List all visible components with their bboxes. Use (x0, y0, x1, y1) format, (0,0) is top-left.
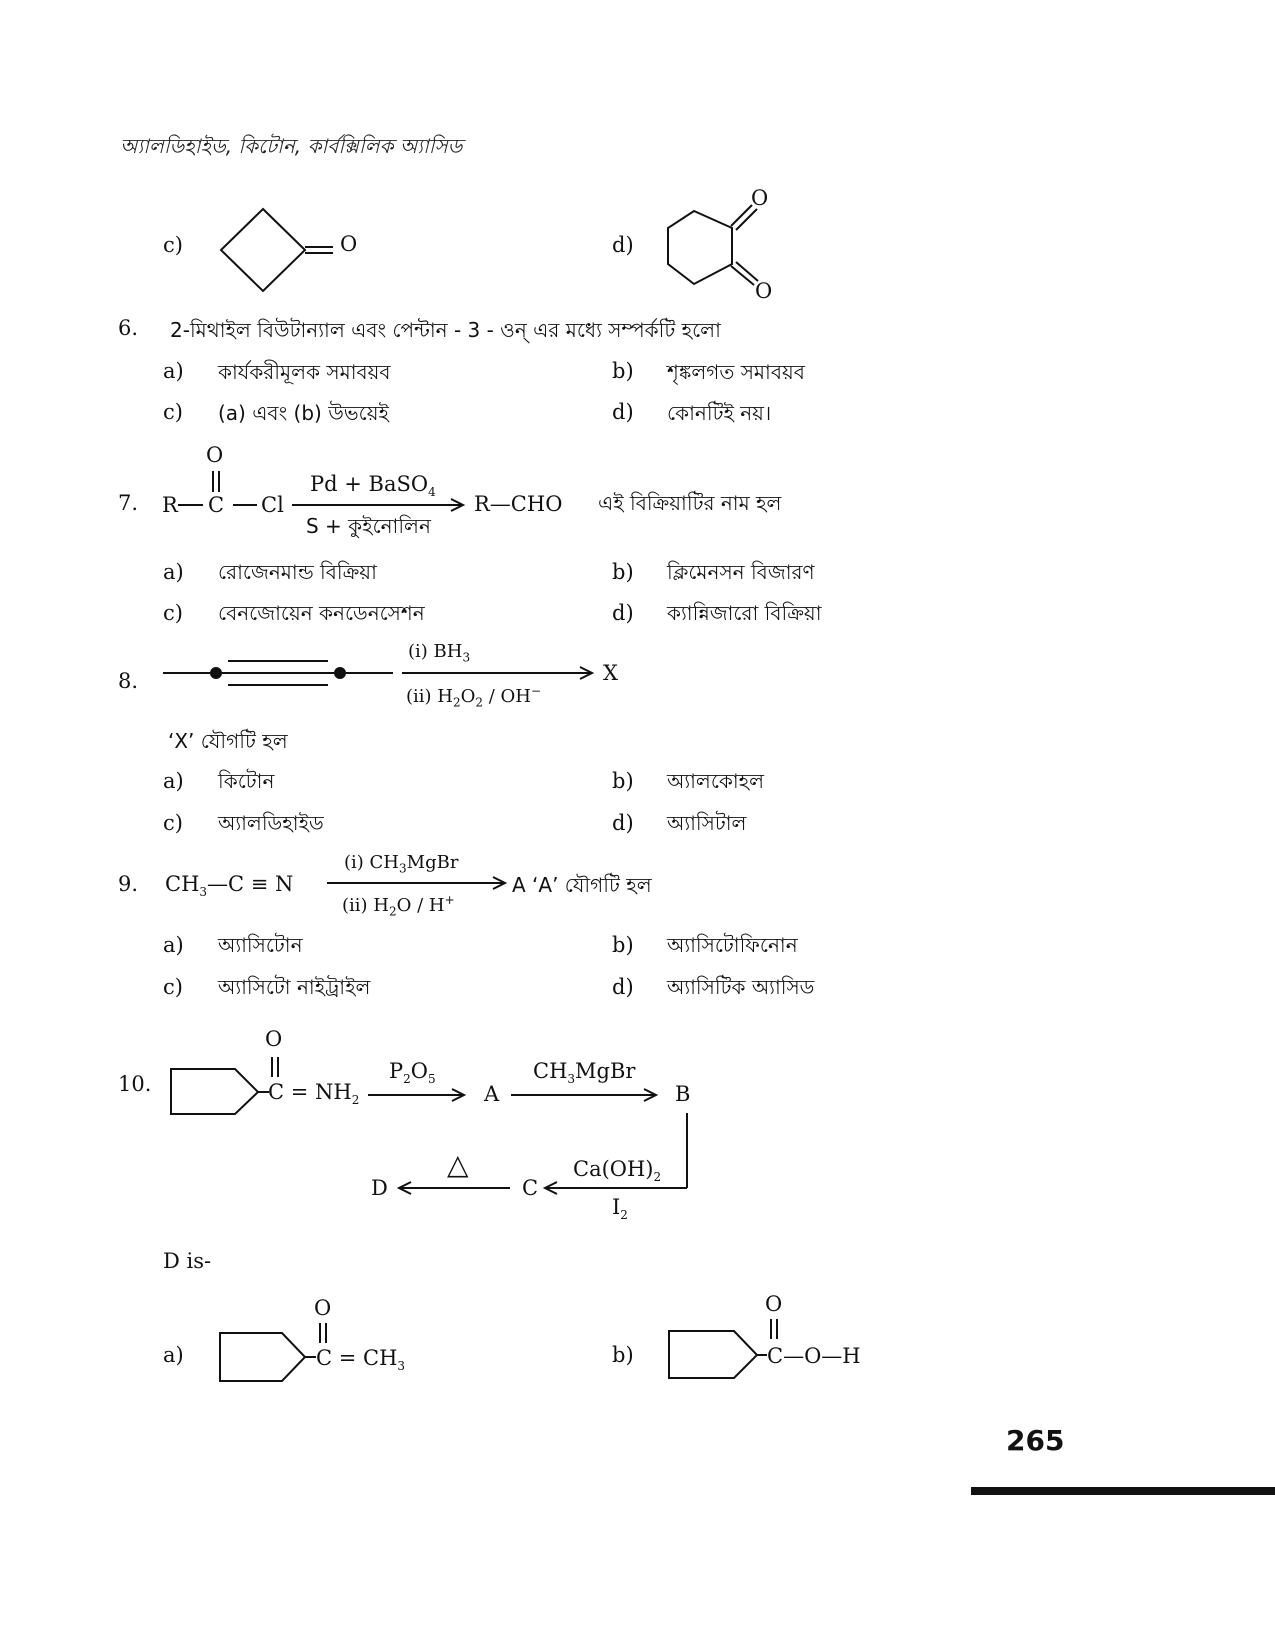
footer-bar (971, 1487, 1275, 1495)
q7-option-a-text: রোজেনমান্ড বিক্রিয়া (218, 560, 377, 584)
q6-number: 6. (118, 316, 139, 340)
q10a-structure (220, 1323, 326, 1381)
q8-option-d-text: অ্যাসিটাল (667, 811, 747, 835)
q8-number: 8. (118, 669, 139, 693)
q8-option-c-text: অ্যালডিহাইড (218, 811, 324, 835)
q10-amide: $C = NH_2$ (268, 1080, 360, 1108)
page-number: 265 (1006, 1424, 1065, 1457)
q8-reagent-top: (i) $BH_3$ (408, 641, 471, 665)
q10-compound-a: A (484, 1082, 500, 1106)
q9-option-d-label: d) (612, 975, 634, 999)
q7-option-a-label: a) (163, 560, 184, 584)
q6-option-d-label: d) (612, 400, 634, 424)
q9-option-b-text: অ্যাসিটোফিনোন (667, 933, 798, 957)
q9-option-a-label: a) (163, 933, 184, 957)
q6-text: 2-মিথাইল বিউটান্যাল এবং পেন্টান - 3 - ওন্ এর মধ্যে সম্পর্কটি হলো (170, 318, 721, 342)
q9-reagent-top: (i) $CH_3MgBr$ (344, 852, 459, 876)
q7-option-c-label: c) (163, 601, 183, 625)
q8-option-d-label: d) (612, 811, 634, 835)
q7-reagent-bottom: S + কুইনোলিন (306, 514, 431, 538)
cyclobutanone-structure (221, 209, 333, 291)
q10-option-b-label: b) (612, 1343, 634, 1367)
q7-option-d-label: d) (612, 601, 634, 625)
q10-question: D is- (163, 1249, 212, 1273)
q6-option-b-text: শৃঙ্কলগত সমাবয়ব (667, 360, 805, 384)
q7-text: এই বিক্রিয়াটির নাম হল (598, 491, 782, 515)
q6-option-b-label: b) (612, 359, 634, 383)
q7-c: C (208, 493, 225, 517)
q10-compound-c: C (522, 1176, 539, 1200)
q9-number: 9. (118, 872, 139, 896)
q9-product-text: A ‘A’ যৌগটি হল (512, 873, 652, 897)
q7-reagent-top: Pd + BaSO$_4$ (310, 472, 436, 500)
q10-compound-b: B (675, 1082, 691, 1106)
q10a-group: $C = CH_3$ (316, 1346, 406, 1374)
q9-option-a-text: অ্যাসিটোন (218, 933, 303, 957)
q10b-oxygen: O (765, 1292, 783, 1316)
q7-option-d-text: ক্যান্নিজারো বিক্রিয়া (667, 601, 822, 625)
q5c-oxygen: O (340, 232, 358, 256)
q9-option-d-text: অ্যাসিটিক অ্যাসিড (667, 975, 815, 999)
cyclohexanedione-structure (668, 205, 758, 285)
q8-arrow (402, 667, 592, 679)
q6-option-d-text: কোনটিই নয়। (667, 401, 772, 425)
q6-option-a-text: কার্যকরীমূলক সমাবয়ব (218, 360, 391, 384)
q9-reagent-bottom: (ii) $H_2O / H^+$ (342, 893, 455, 919)
q5-option-d-label: d) (612, 233, 634, 257)
running-header: অ্যালডিহাইড, কিটোন, কার্বক্সিলিক অ্যাসিড (120, 134, 463, 158)
q7-product: R—CHO (474, 492, 563, 516)
q9-reactant: $CH_3—C \equiv N$ (165, 872, 294, 900)
q10-oxygen: O (265, 1027, 283, 1051)
q8-option-c-label: c) (163, 811, 183, 835)
q8-question: ‘X’ যৌগটি হল (168, 729, 288, 753)
q7-r: R (162, 493, 178, 517)
q8-alkyne-structure (163, 661, 393, 685)
q5d-oxygen-bottom: O (755, 279, 773, 303)
q10-compound-d: D (371, 1176, 388, 1200)
q8-option-b-label: b) (612, 769, 634, 793)
q8-product: X (603, 661, 618, 685)
q7-option-c-text: বেনজোয়েন কনডেনসেশন (218, 601, 425, 625)
q10a-oxygen: O (314, 1296, 332, 1320)
q7-number: 7. (118, 491, 139, 515)
q10-number: 10. (118, 1072, 152, 1096)
q10b-group: C—O—H (767, 1344, 861, 1368)
q6-option-c-text: (a) এবং (b) উভয়েই (218, 401, 389, 425)
q6-option-a-label: a) (163, 359, 184, 383)
q9-option-c-text: অ্যাসিটো নাইট্রাইল (218, 975, 371, 999)
q5d-oxygen-top: O (751, 186, 769, 210)
q10-reagent2: $CH_3MgBr$ (533, 1059, 636, 1087)
q5-option-c-label: c) (163, 233, 183, 257)
q10b-structure (669, 1319, 777, 1378)
q10-heat-symbol: △ (447, 1148, 469, 1181)
q9-arrow (327, 877, 505, 889)
q7-cl: Cl (261, 493, 284, 517)
q8-option-b-text: অ্যালকোহল (667, 769, 765, 793)
q7-option-b-text: ক্লিমেনসন বিজারণ (667, 560, 815, 584)
q6-option-c-label: c) (163, 400, 183, 424)
q9-option-b-label: b) (612, 933, 634, 957)
q10-reagent1: $P_2O_5$ (389, 1059, 436, 1087)
q10-reagent3-bottom: $I_2$ (612, 1195, 628, 1223)
q10-reagent3: $Ca(OH)_2$ (573, 1157, 662, 1185)
q8-option-a-text: কিটোন (218, 769, 275, 793)
q7-oxygen: O (206, 443, 224, 467)
q7-option-b-label: b) (612, 560, 634, 584)
q9-option-c-label: c) (163, 975, 183, 999)
q8-reagent-bottom: (ii) $H_2O_2 / OH^-$ (406, 684, 542, 710)
q8-option-a-label: a) (163, 769, 184, 793)
q10-option-a-label: a) (163, 1343, 184, 1367)
